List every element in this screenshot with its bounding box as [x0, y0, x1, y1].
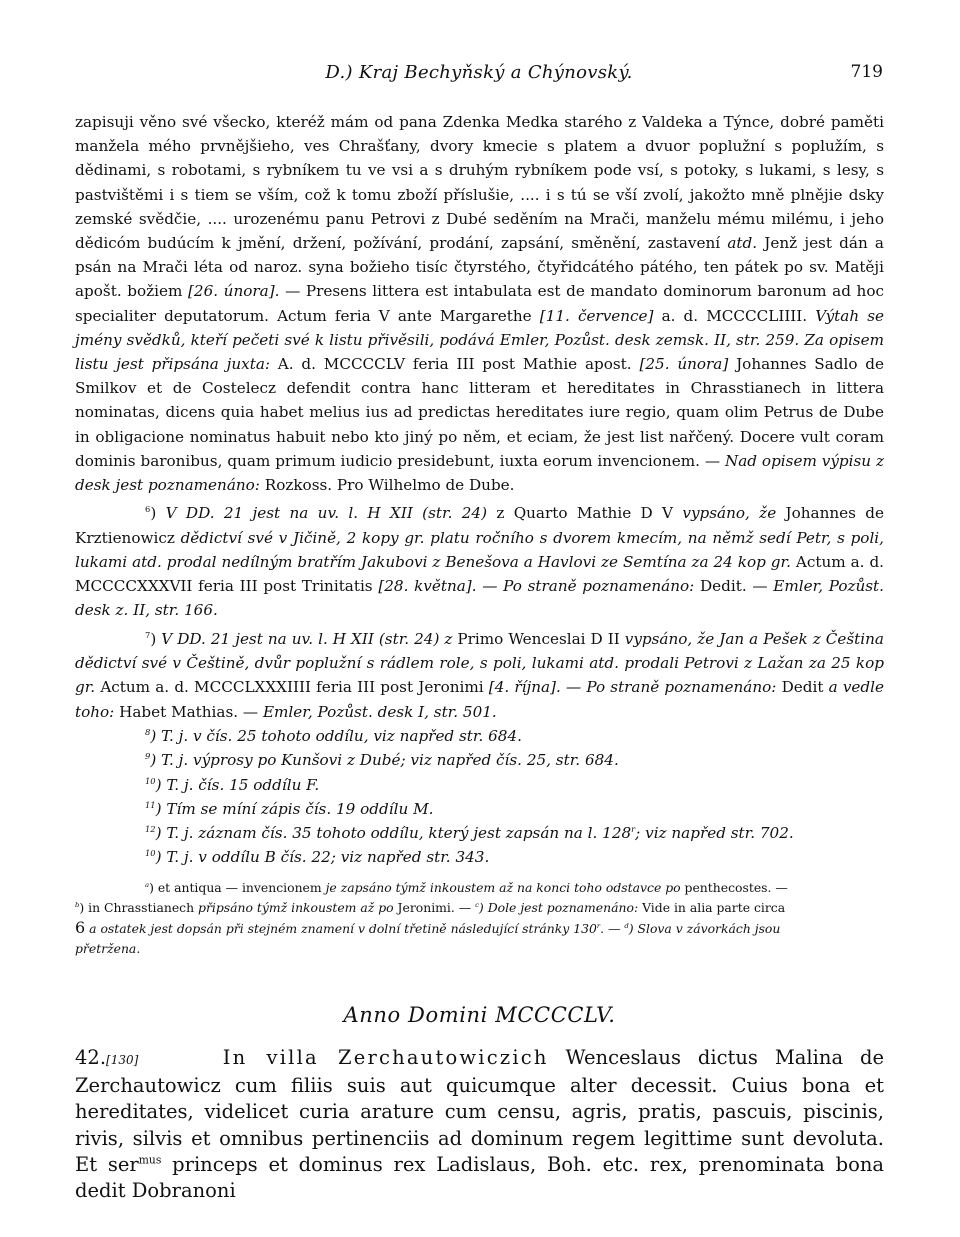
- entry-42: 42.[130] In villa Zerchautowiczich Wenceslaus dictus Malina de Zerchautowicz cum filiis suis aut quicumque alter decessit. Cuius bona et hereditates, videlicet curia arature cum censu, agris, pratis, pascuis, piscinis, rivis, silvis et omnibus pertinenciis ad dominum regem legittime sunt devoluta. Et ser$^{mus}$ princeps et dominus rex Ladislaus, Boh. etc. rex, prenominata bona dedit Dobranoni: [75, 1046, 884, 1203]
- variant-line: 6 a ostatek jest dopsán při stejném znamení v dolní třetině následující stránky 130$^r$. — $^d$) Slova v závorkách jsou: [75, 917, 781, 937]
- footnote-9: $^9$) T. j. výprosy po Kunšovi z Dubé; viz napřed čís. 25, str. 684.: [145, 751, 619, 770]
- footnote-7: $^7$) V DD. 21 jest na uv. l. H XII (str. 24) z Primo Wenceslai D II vypsáno, že Jan a Pešek z Čeština dědictví své v Češtině, dvůr poplužní s rádlem role, s poli, lukami atd. prodali Petrovi z Lažan za 25 kop gr. Actum a. d. MCCCLXXXIIII feria III post Jeronimi [4. října]. — Po straně poznamenáno: Dedit a vedle toho: Habet Mathias. — Emler, Pozůst. desk I, str. 501.: [75, 629, 884, 721]
- entry-opening: In villa Zerchautowiczich: [222, 1046, 549, 1069]
- footnote-10-second: $^{10}$) T. j. v oddílu B čís. 22; viz napřed str. 343.: [145, 848, 490, 867]
- footnote-6: $^6$) V DD. 21 jest na uv. l. H XII (str. 24) z Quarto Mathie D V vypsáno, že Johannes de Krztienowicz dědictví své v Jičině, 2 kopy gr. platu ročního s dvorem kmecím, na němž sedí Petr, s poli, lukami atd. prodal nedílným bratřím Jakubovi z Benešova a Havlovi ze Semtína za 24 kop gr. Actum a. d. MCCCCXXXVII feria III post Trinitatis [28. května]. — Po straně poznamenáno: Dedit. — Emler, Pozůst. desk z. II, str. 166.: [75, 504, 884, 620]
- variant-line: $^b$) in Chrasstianech připsáno týmž inkoustem až po Jeronimi. — $^c$) Dole jest poznamenáno: Vide in alia parte circa: [75, 899, 786, 915]
- entry-text-continued: princeps et dominus rex Ladislaus, Boh. etc. rex, prenominata bona dedit Dobranoni: [75, 1152, 884, 1203]
- margin-reference: [130]: [106, 1053, 139, 1067]
- footnote-12: $^{12}$) T. j. záznam čís. 35 tohoto oddílu, který jest zapsán na l. 128$^r$; viz napřed str. 702.: [145, 824, 794, 843]
- page-number: 719: [850, 62, 883, 82]
- textual-variants: [75, 878, 884, 959]
- variant-line: $^a$) et antiqua — invencionem je zapsáno týmž inkoustem až na konci toho odstavce po penthecostes. —: [145, 879, 788, 895]
- variant-line: přetržena.: [75, 940, 141, 956]
- entry-number: 42.: [75, 1046, 107, 1069]
- main-paragraph: zapisuji věno své všecko, kteréž mám od pana Zdenka Medka starého z Valdeka a Týnce, dobré paměti manžela mého prvnějšieho, ves Chrašťany, dvory kmecie s platem a dvuor poplužní s poplužím, s dědinami, s robotami, s rybníkem tu ve vsi a s druhým rybníkem pode vsí, s potoky, s lukami, s lesy, s pastvištěmi i s tiem se vším, což k tomu zboží příslušie, .... i s tú se vší zvolí, jakožto mně plnějie dsky zemské svědčie, .... urozenému panu Petrovi z Dubé seděním na Mrači, manželu mému milému, i jeho dědicóm budúcím k jmění, držení, požívání, prodání, zapsání, směnění, zastavení atd. Jenž jest dán a psán na Mrači léta od naroz. syna božieho tisíc čtyrstého, čtyřidcátého pátého, ten pátek po sv. Matěji apošt. božiem [26. února]. — Presens littera est intabulata est de mandato dominorum baronum ad hoc specialiter deputatorum. Actum feria V ante Margarethe [11. července] a. d. MCCCCLIIII. Výtah se jmény svědků, kteří pečeti své k listu přivěsili, podává Emler, Pozůst. desk zemsk. II, str. 259. Za opisem listu jest připsána juxta: A. d. MCCCCLV feria III post Mathie apost. [25. února] Johannes Sadlo de Smilkov et de Costelecz defendit contra hanc litteram et hereditates in Chrasstianech in littera nominatas, dicens quia habet melius ius ad predictas hereditates iure regio, quam olim Petrus de Dube in obligacione nominatus habuit nebo kto jiný po něm, et eciam, že jest list nařčený. Docere vult coram dominis baronibus, quam primum iudicio presidebunt, iuxta eorum invencionem. — Nad opisem výpisu z desk jest poznamenáno: Rozkoss. Pro Wilhelmo de Dube.: [75, 113, 885, 495]
- entry-text: Wenceslaus dictus Malina de Zerchautowicz cum filiis suis aut quicumque alter decessit. Cuius bona et hereditates, videlicet curia arature cum censu, agris, pratis, pascuis, piscinis, rivis, silvis et omnibus pertinenciis ad dominum regem legittime sunt devoluta. Et ser: [75, 1046, 884, 1176]
- footnote-10: $^{10}$) T. j. čís. 15 oddílu F.: [145, 775, 320, 794]
- footnote-11: $^{11}$) Tím se míní zápis čís. 19 oddílu M.: [145, 799, 434, 818]
- page-body: [75, 110, 884, 959]
- section-heading: Anno Domini MCCCCLV.: [343, 1003, 616, 1027]
- footnote-8: $^8$) T. j. v čís. 25 tohoto oddílu, viz napřed str. 684.: [145, 726, 522, 745]
- running-title: D.) Kraj Bechyňský a Chýnovský.: [325, 62, 633, 83]
- page-header: [75, 62, 883, 86]
